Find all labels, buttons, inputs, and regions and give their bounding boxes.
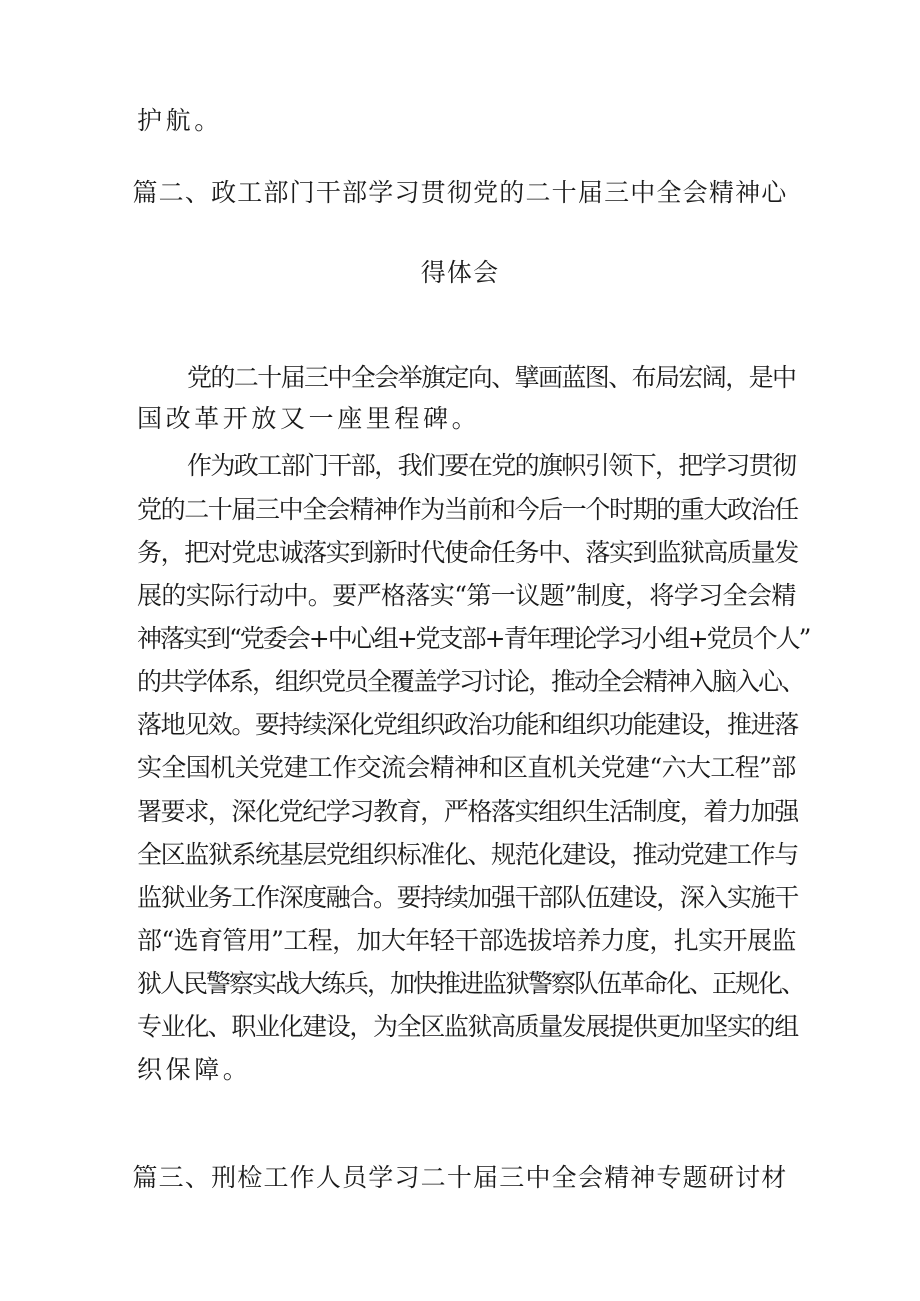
paragraph-line: 务，把对党忠诚落实到新时代使命任务中、落实到监狱高质量发 bbox=[137, 538, 798, 567]
paragraph-line: 专业化、职业化建设，为全区监狱高质量发展提供更加坚实的组 bbox=[137, 1012, 798, 1041]
paragraph-line: 党的二十届三中全会精神作为当前和今后一个时期的重大政治任 bbox=[137, 495, 798, 524]
paragraph-line: 署要求，深化党纪学习教育，严格落实组织生活制度，着力加强 bbox=[137, 797, 798, 826]
section3-title-line1: 篇三、刑检工作人员学习二十届三中全会精神专题研讨材 bbox=[132, 1163, 788, 1192]
paragraph-line: 全区监狱系统基层党组织标准化、规范化建设，推动党建工作与 bbox=[137, 840, 798, 869]
paragraph-line: 部“选育管用”工程，加大年轻干部选拔培养力度，扎实开展监 bbox=[137, 926, 796, 955]
paragraph-line: 国改革开放又一座里程碑。 bbox=[137, 404, 481, 433]
paragraph-line: 神落实到“党委会+中心组+党支部+青年理论学习小组+党员个人” bbox=[137, 624, 810, 653]
paragraph-line: 监狱业务工作深度融合。要持续加强干部队伍建设，深入实施干 bbox=[137, 883, 798, 912]
paragraph-line: 织保障。 bbox=[137, 1055, 252, 1084]
paragraph-line: 的共学体系，组织党员全覆盖学习讨论，推动全会精神入脑入心、 bbox=[137, 667, 805, 696]
continuation-text: 护航。 bbox=[137, 106, 223, 135]
paragraph-line: 狱人民警察实战大练兵，加快推进监狱警察队伍革命化、正规化、 bbox=[137, 969, 805, 998]
paragraph-line: 作为政工部门干部，我们要在党的旗帜引领下，把学习贯彻 bbox=[187, 451, 796, 480]
section2-title-line2: 得体会 bbox=[420, 258, 500, 287]
paragraph-line: 展的实际行动中。要严格落实“第一议题”制度，将学习全会精 bbox=[137, 581, 796, 610]
section2-title-line1: 篇二、政工部门干部学习贯彻党的二十届三中全会精神心 bbox=[132, 178, 788, 207]
paragraph-line: 落地见效。要持续深化党组织政治功能和组织功能建设，推进落 bbox=[137, 710, 798, 739]
paragraph-line: 实全国机关党建工作交流会精神和区直机关党建“六大工程”部 bbox=[137, 753, 796, 782]
paragraph-line: 党的二十届三中全会举旗定向、擘画蓝图、布局宏阔，是中 bbox=[187, 363, 796, 392]
